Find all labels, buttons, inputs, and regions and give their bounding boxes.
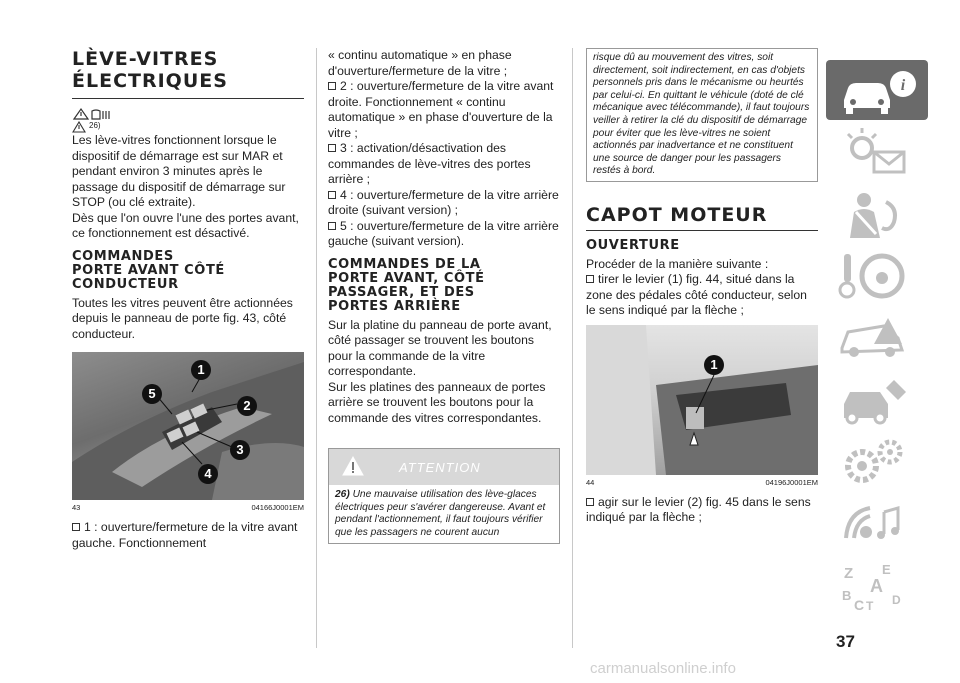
title-rule xyxy=(72,98,304,99)
subsection-title-line: COMMANDES DE LA xyxy=(328,256,481,272)
figure-code: 04166J0001EM xyxy=(251,503,304,512)
hood-lever-illustration xyxy=(586,325,818,475)
multimedia-icon xyxy=(836,498,920,550)
list-item-text: 5 : ouverture/fermeture de la vitre arrière gauche (suivant version). xyxy=(328,218,559,248)
column-3 xyxy=(586,48,818,526)
door-panel-illustration xyxy=(72,352,304,500)
subsection-title xyxy=(328,258,560,314)
column-divider xyxy=(316,48,317,648)
figure-number: 44 xyxy=(586,477,595,487)
sidebar-item-emergency[interactable] xyxy=(826,308,928,368)
checkbox-bullet-icon xyxy=(586,498,594,506)
list-item-text: 4 : ouverture/fermeture de la vitre arrière droite (suivant version) ; xyxy=(328,187,559,217)
index-letter: B xyxy=(842,588,852,603)
paragraph: « continu automatique » en phase d'ouverture/fermeture de la vitre ; xyxy=(328,48,512,78)
warning-title: ATTENTION xyxy=(399,460,481,475)
warning-text: Une mauvaise utilisation des lève-glaces électriques peur s'avérer dangereuse. Avant et pendant l'actionnement, il faut toujours vérifier que les passagers ne courent aucun xyxy=(335,489,546,538)
figure-44-hood-lever xyxy=(586,325,818,475)
list-item-text: 1 : ouverture/fermeture de la vitre avant gauche. Fonctionnement xyxy=(72,520,298,550)
sidebar-item-driving[interactable] xyxy=(826,246,928,306)
list-item xyxy=(328,141,560,188)
paragraph: Toutes les vitres peuvent être actionnées depuis le panneau de porte fig. 43, côté conducteur. xyxy=(72,295,293,341)
warning-box xyxy=(328,448,560,544)
warning-continuation: risque dû au mouvement des vitres, soit directement, soit indirectement, en cas d'objets personnels pris dans le mécanisme ou heurtés par celui-ci. En quittant le véhicule (doté de clé mécanique avec télécommande), il faut toujours veiller à retirer la clé du dispositif de démarrage pour éviter que les lève-vitres ne soient actionnés par inadvertance et ne constituent une source de danger pour les passagers restés à bord. xyxy=(586,48,818,182)
list-item xyxy=(586,272,818,319)
subsection-title-line: CONDUCTEUR xyxy=(72,276,179,292)
watermark-footer: carmanualsonline.info xyxy=(590,660,736,677)
list-item xyxy=(328,219,560,250)
warning-triangle-icon xyxy=(341,455,365,477)
checkbox-bullet-icon xyxy=(328,144,336,152)
section-title-line2: ÉLECTRIQUES xyxy=(72,70,228,92)
car-info-icon xyxy=(836,64,920,116)
paragraph: Sur la platine du panneau de porte avant, côté passager se trouvent les boutons pour la commande de la vitre correspondante. xyxy=(328,317,552,378)
column-divider xyxy=(572,48,573,648)
callout-2: 2 xyxy=(237,396,257,416)
warning-glass-icon xyxy=(72,107,114,121)
index-letter: D xyxy=(892,593,901,607)
sidebar-item-technical-data[interactable] xyxy=(826,432,928,492)
figure-number: 43 xyxy=(72,503,81,512)
figure-43-door-panel xyxy=(72,352,304,500)
figure-caption xyxy=(72,503,304,512)
maintenance-wrench-icon xyxy=(836,374,920,426)
column-1 xyxy=(72,48,304,551)
callout-1: 1 xyxy=(191,360,211,380)
index-letter: Z xyxy=(844,565,854,582)
checkbox-bullet-icon xyxy=(586,275,594,283)
paragraph: Dès que l'on ouvre l'une des portes avant, ce fonctionnement est désactivé. xyxy=(72,210,299,240)
checkbox-bullet-icon xyxy=(328,82,336,90)
checkbox-bullet-icon xyxy=(328,222,336,230)
index-letter: A xyxy=(870,576,883,596)
subsection-title-line: COMMANDES xyxy=(72,248,174,264)
page-number: 37 xyxy=(836,632,855,651)
index-letter: C xyxy=(854,597,865,612)
sidebar-item-car-info[interactable] xyxy=(826,60,928,120)
warning-ref-number: 26) xyxy=(89,121,101,130)
checkbox-bullet-icon xyxy=(328,191,336,199)
warning-header xyxy=(329,449,559,485)
list-item xyxy=(328,188,560,219)
subsection-title xyxy=(72,250,304,292)
list-item-text: agir sur le levier (2) fig. 45 dans le sens indiqué par la flèche ; xyxy=(586,494,811,525)
index-letter: T xyxy=(866,599,874,612)
paragraph: Les lève-vitres fonctionnent lorsque le dispositif de démarrage est sur MAR et pendant environ 3 minutes après le passage du dispositif de démarrage sur STOP (ou clé extraite). xyxy=(72,133,286,209)
subsection-title-line: PORTE AVANT, CÔTÉ xyxy=(328,270,485,286)
checkbox-bullet-icon xyxy=(72,523,80,531)
index-letters-icon xyxy=(836,560,920,612)
list-item-text: 2 : ouverture/fermeture de la vitre avant droite. Fonctionnement « continu automatique » en phase d'ouverture de la vitre ; xyxy=(328,79,554,140)
subsection-title-line: PORTES ARRIÈRE xyxy=(328,298,461,314)
column-2 xyxy=(328,48,560,544)
subsection-title-line: PORTE AVANT CÔTÉ xyxy=(72,262,225,278)
warning-number: 26) xyxy=(335,489,350,500)
warning-icon xyxy=(72,121,86,133)
callout-1: 1 xyxy=(704,355,724,375)
warning-body xyxy=(329,485,559,543)
gears-icon xyxy=(836,436,920,488)
figure-code: 04196J0001EM xyxy=(765,477,818,487)
svg-text:i: i xyxy=(900,77,906,94)
callout-4: 4 xyxy=(198,464,218,484)
warning-reference xyxy=(72,107,304,133)
steering-key-icon xyxy=(836,250,920,302)
list-item-text: tirer le levier (1) fig. 44, situé dans la zone des pédales côté conducteur, selon le sens indiqué par la flèche ; xyxy=(586,272,807,318)
sidebar-item-index[interactable] xyxy=(826,556,928,616)
callout-5: 5 xyxy=(142,384,162,404)
car-breakdown-icon xyxy=(836,312,920,364)
paragraph: Procéder de la manière suivante : xyxy=(586,256,769,271)
seatbelt-airbag-icon xyxy=(836,188,920,240)
index-letter: E xyxy=(882,562,891,577)
sidebar-item-multimedia[interactable] xyxy=(826,494,928,554)
sidebar-item-warning-lights[interactable] xyxy=(826,122,928,182)
warning-light-mail-icon xyxy=(836,126,920,178)
paragraph: Sur les platines des panneaux de portes arrière se trouvent les boutons pour la commande des vitres correspondantes. xyxy=(328,379,546,425)
sidebar-item-safety[interactable] xyxy=(826,184,928,244)
list-item xyxy=(328,79,560,141)
chapter-sidebar xyxy=(826,60,928,622)
sidebar-item-maintenance[interactable] xyxy=(826,370,928,430)
title-rule xyxy=(586,230,818,231)
figure-caption xyxy=(586,478,818,487)
list-item-text: 3 : activation/désactivation des commandes de lève-vitres des portes arrière ; xyxy=(328,141,531,186)
list-item xyxy=(586,495,818,526)
list-item xyxy=(72,520,304,551)
section-title-line1: LÈVE-VITRES xyxy=(72,48,219,70)
callout-3: 3 xyxy=(230,440,250,460)
subsection-title: OUVERTURE xyxy=(586,237,680,253)
subsection-title-line: PASSAGER, ET DES xyxy=(328,284,475,300)
section-title: CAPOT MOTEUR xyxy=(586,203,768,226)
